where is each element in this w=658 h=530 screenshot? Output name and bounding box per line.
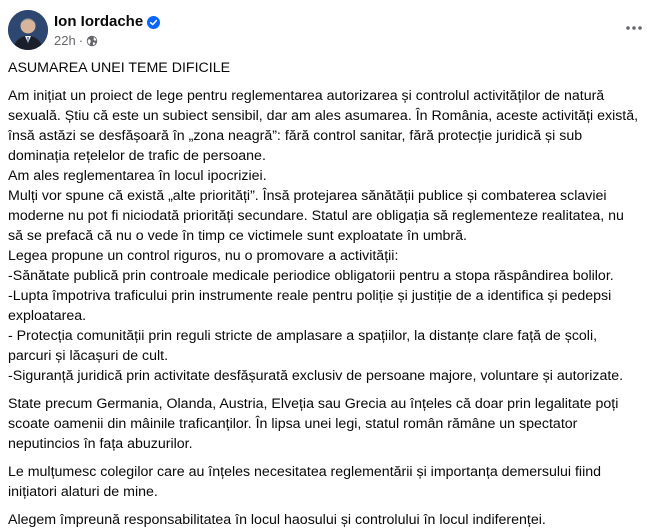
post-line: -Sănătate publică prin controale medicale periodice obligatorii pentru a stopa răspândirea bolilor. — [8, 268, 614, 284]
avatar-portrait-icon — [8, 10, 48, 50]
globe-icon[interactable] — [86, 35, 98, 47]
post-line: sexuală. Știu că este un subiect sensibil, dar am ales asumarea. În România, aceste activități există, — [8, 108, 639, 124]
post-line: State precum Germania, Olanda, Austria, Elveția sau Grecia au înțeles că doar prin legalitate poți — [8, 396, 619, 412]
post-line: -Siguranță juridică prin activitate desfășurată exclusiv de persoane majore, voluntare și autorizate. — [8, 368, 624, 384]
post-meta — [54, 33, 98, 49]
post-line: inițiatori alaturi de mine. — [8, 484, 158, 500]
post-line: parcuri și lăcașuri de cult. — [8, 348, 169, 364]
post-line: Am ales reglementarea în locul ipocriziei. — [8, 168, 267, 184]
more-options-button[interactable] — [624, 18, 644, 38]
post-line: să se prefacă că nu o vede în timp ce victimele sunt exploatate în umbră. — [8, 228, 467, 244]
post-line: neputincios în fața abuzurilor. — [8, 436, 193, 452]
author-avatar[interactable] — [8, 10, 48, 50]
post-line: -Lupta împotriva traficului prin instrumente reale pentru poliție și justiție de a identifica și pedepsi — [8, 288, 612, 304]
post-line: Am inițiat un proiect de lege pentru reglementarea autorizarea și controlul activităților de natură — [8, 88, 605, 104]
post-header — [4, 4, 654, 54]
post-line: Le mulțumesc colegilor care au înțeles necesitatea reglementării și importanța demersului fiind — [8, 464, 602, 480]
post-line: scoate oamenii din mâinile traficanților. În lipsa unei legi, statul român rămâne un spectator — [8, 416, 578, 432]
post-line: Legea propune un control riguros, nu o promovare a activității: — [8, 248, 399, 264]
more-options-icon — [626, 26, 642, 30]
verified-badge-icon — [147, 16, 160, 29]
post-line: moderne nu pot fi niciodată priorități secundare. Statul are obligația să reglementeze realitatea, nu — [8, 208, 624, 224]
post-line: exploatarea. — [8, 308, 87, 324]
post-title: ASUMAREA UNEI TEME DIFICILE — [8, 60, 231, 76]
author-line — [54, 12, 160, 32]
post-line: Mulți vor spune că există „alte priorități”. Însă protejarea sănătății publice și combaterea sclaviei — [8, 188, 607, 204]
spacer — [8, 78, 652, 86]
post-line: însă astăzi se desfășoară în „zona neagră”: fără control sanitar, fără protecție juridică și sub — [8, 128, 583, 144]
meta-separator: · — [78, 33, 84, 48]
post-timestamp[interactable]: 22h — [54, 33, 76, 48]
author-name[interactable]: Ion Iordache — [54, 13, 144, 30]
paragraph — [8, 462, 652, 502]
paragraph — [8, 394, 652, 454]
paragraph — [8, 510, 652, 530]
post-line: Alegem împreună responsabilitatea în locul haosului și controlului în locul indiferenței. — [8, 512, 546, 528]
post-content — [8, 58, 652, 530]
post-line: - Protecția comunității prin reguli stricte de amplasare a spațiilor, la distanțe clare față de școli, — [8, 328, 598, 344]
post-line: dominația rețelelor de trafic de persoane. — [8, 148, 266, 164]
